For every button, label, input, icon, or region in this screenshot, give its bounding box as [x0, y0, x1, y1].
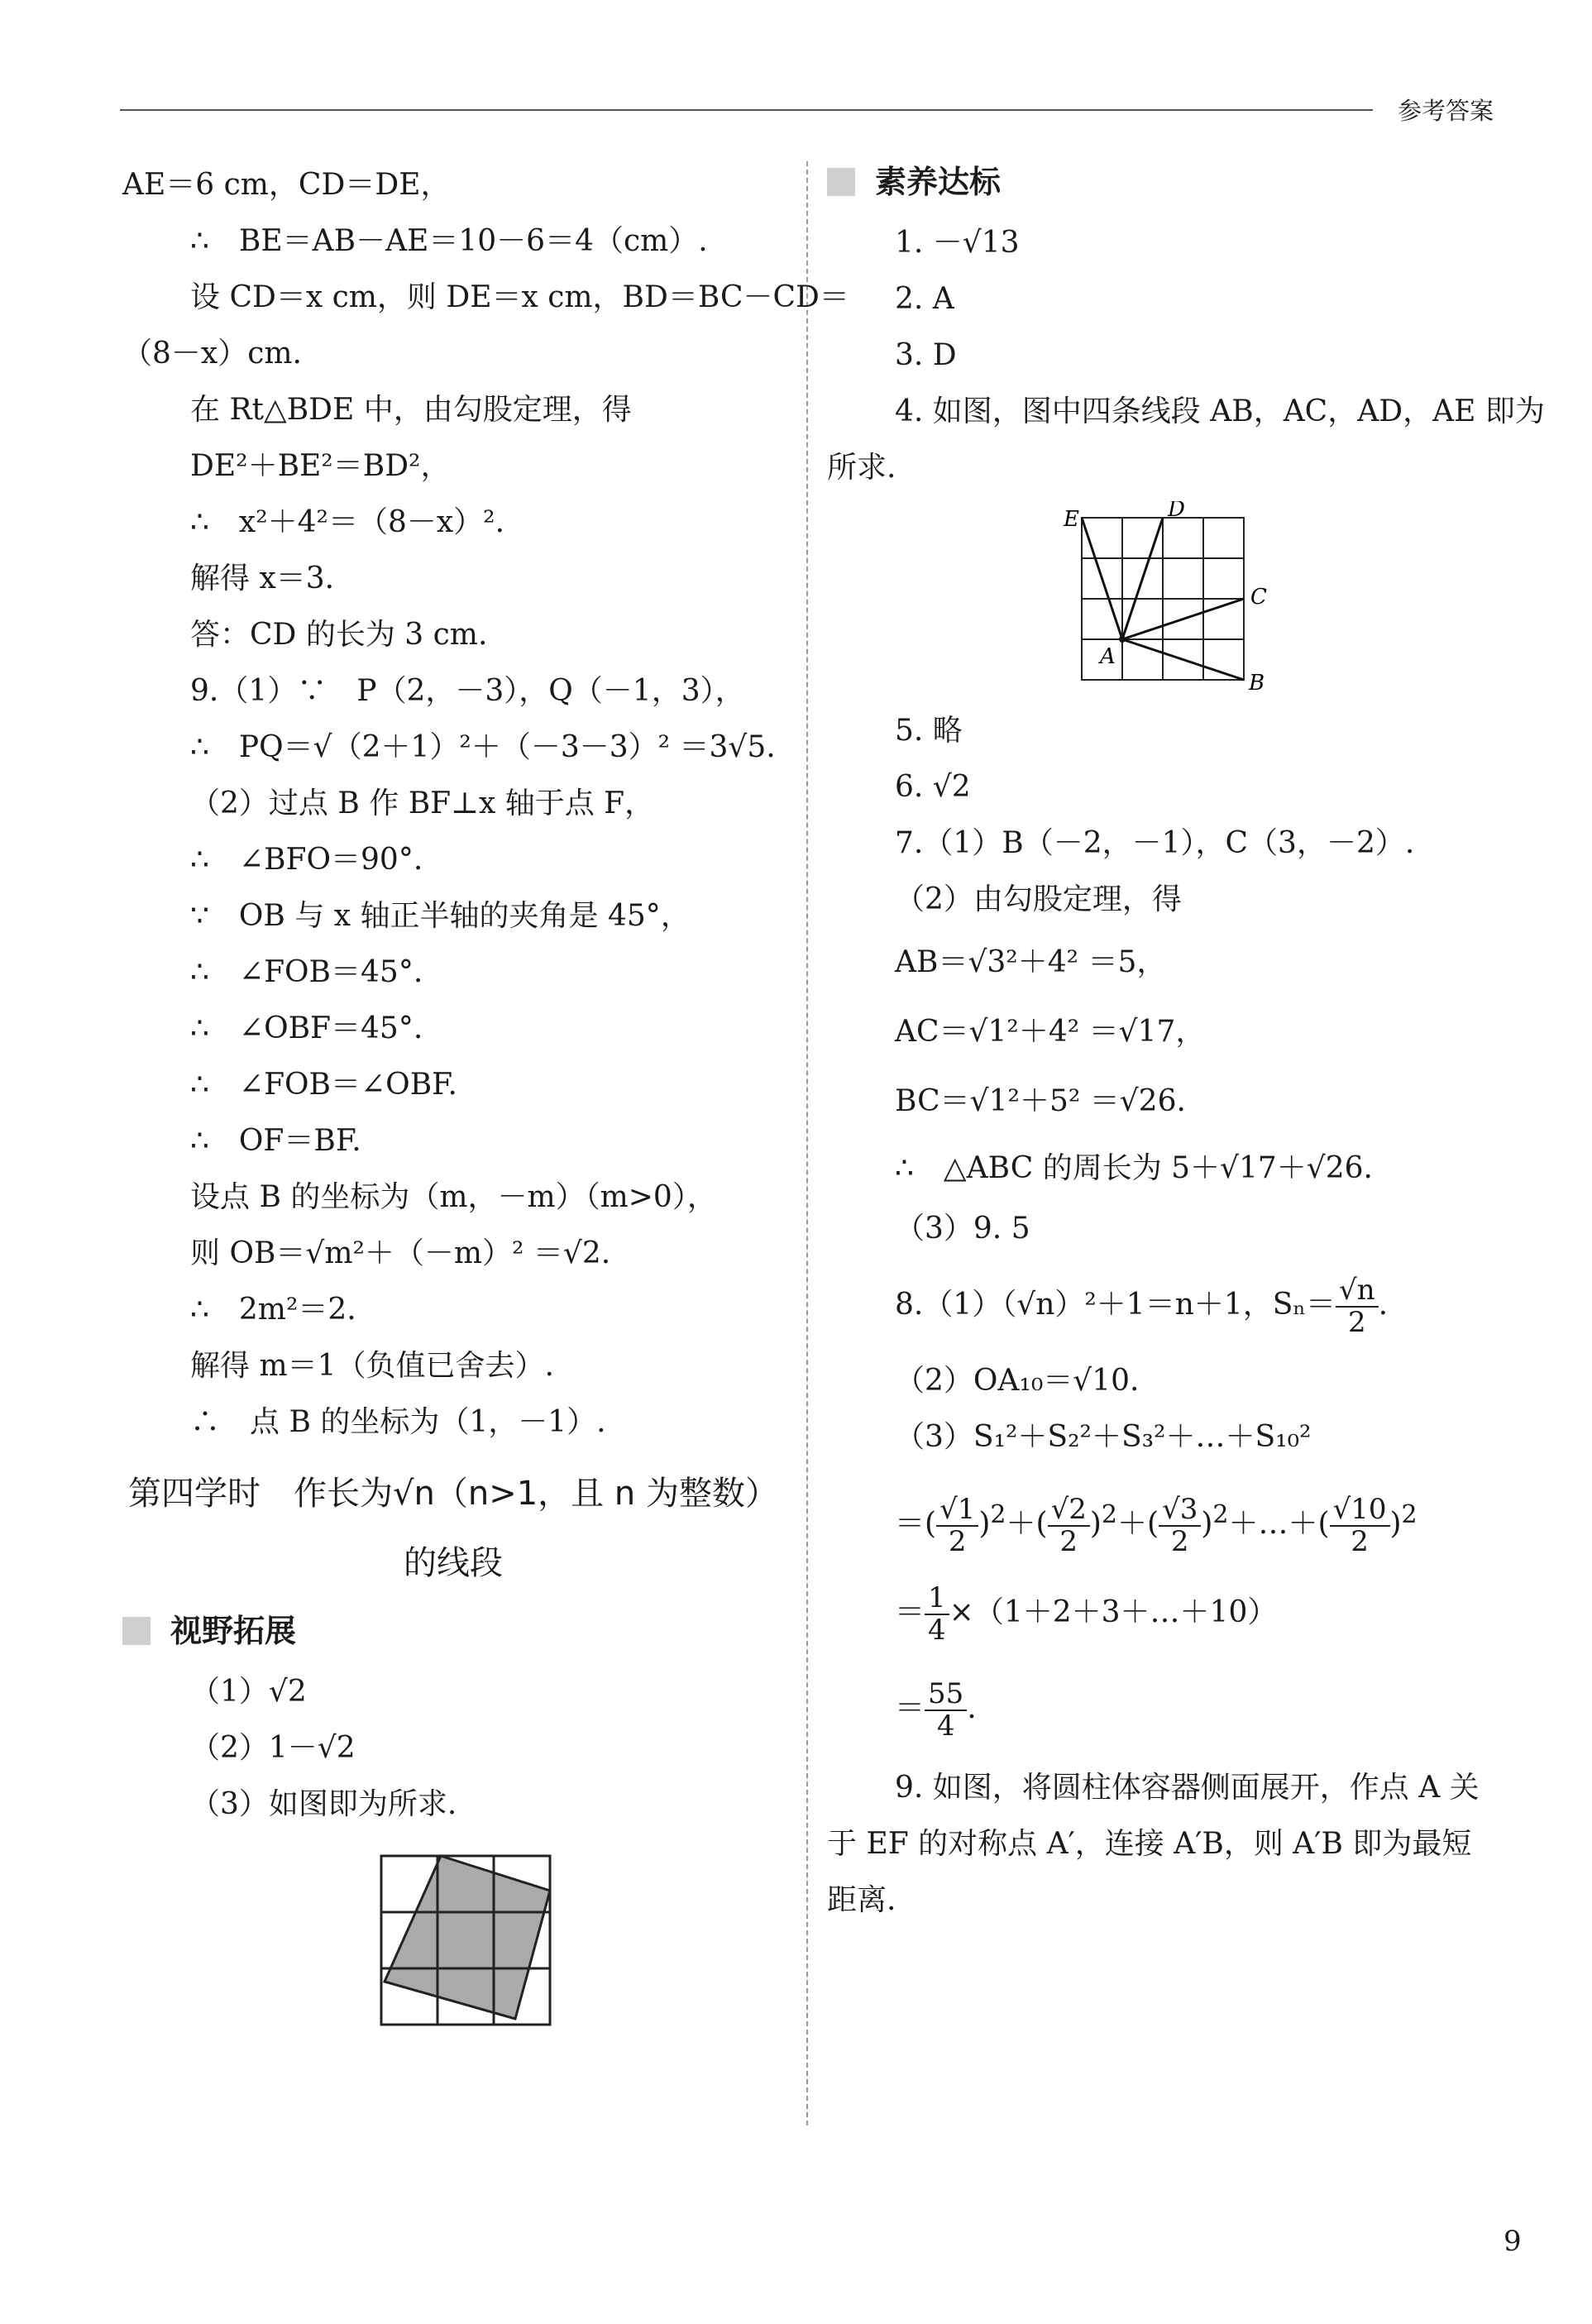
- text-line: ∴ 2m²＝2.: [190, 1293, 356, 1327]
- text-line: ∴ ∠FOB＝∠OBF.: [190, 1068, 457, 1102]
- answer-8-line: （2）OA₁₀＝√10.: [895, 1364, 1140, 1398]
- text-line: ∴ PQ＝√（2＋1）²＋（－3－3）² ＝3√5.: [190, 730, 776, 764]
- fraction: $\frac{√n}{2}$: [1336, 1275, 1379, 1339]
- header-title: 参考答案: [1398, 97, 1494, 125]
- answer-2: 2. A: [895, 282, 954, 316]
- answer-1: 1. －√13: [895, 226, 1020, 260]
- text-line: 则 OB＝√m²＋（－m）² ＝√2.: [190, 1236, 611, 1270]
- text-line: AE＝6 cm，CD＝DE，: [122, 168, 451, 202]
- square-grid-figure: [375, 1849, 557, 2031]
- label-D: D: [1168, 501, 1185, 522]
- answer-4-cont: 所求.: [827, 451, 896, 485]
- text-line: （8－x）cm.: [122, 337, 302, 371]
- section-heading-standard: 素养达标: [827, 149, 1505, 215]
- answer-8-sum: ＝ $\frac{1}{4}$ ×（1＋2＋3＋…＋10）: [895, 1580, 1278, 1647]
- answer-7: 7.（1）B（－2，－1），C（3，－2）.: [895, 826, 1415, 860]
- answer-5: 5. 略: [895, 714, 963, 748]
- answer-7-line: BC＝√1²＋5² ＝√26.: [895, 1084, 1186, 1118]
- answer-7-line: AB＝√3²＋4² ＝5，: [895, 945, 1167, 979]
- column-divider: [806, 161, 808, 2126]
- text-line: 设 CD＝x cm，则 DE＝x cm，BD＝BC－CD＝: [190, 280, 849, 314]
- text-line: 答：CD 的长为 3 cm.: [190, 618, 488, 652]
- label-A: A: [1100, 644, 1116, 669]
- answer-6: 6. √2: [895, 770, 971, 804]
- answer-9-cont: 距离.: [827, 1883, 896, 1917]
- section-heading-vision: 视野拓展: [122, 1598, 784, 1664]
- answer-8-expansion: ＝( $\frac{√1}{2}$ )$^2$＋( $\frac{√2}{2}$ )$^2$＋( $\frac{√3}{2}$ )$^2$＋…＋( $\frac{√10}{2}$ )$^2$: [895, 1492, 1418, 1558]
- text-line: 9.（1）∵ P（2，－3），Q（－1，3），: [190, 674, 745, 708]
- label-C: C: [1250, 585, 1267, 610]
- segments-grid-figure: [1050, 501, 1298, 691]
- text-line: （2）过点 B 作 BF⊥x 轴于点 F，: [190, 787, 655, 820]
- chapter-title: 第四学时 作长为√n（n>1，且 n 为整数）: [128, 1475, 778, 1513]
- answer-8: 8.（1）（√n）²＋1＝n＋1，Sₙ＝ $\frac{√n}{2}$ .: [895, 1273, 1389, 1339]
- answer-7-line: AC＝√1²＋4² ＝√17，: [895, 1015, 1206, 1049]
- answer-9-cont: 于 EF 的对称点 A′，连接 A′B，则 A′B 即为最短: [827, 1827, 1472, 1861]
- page-number: 9: [1504, 2225, 1522, 2258]
- right-column: [827, 157, 1545, 1929]
- answer-7-line: （2）由勾股定理，得: [895, 882, 1182, 916]
- answer-line: （2）1－√2: [190, 1731, 356, 1765]
- label-B: B: [1249, 671, 1265, 691]
- text-line: ∴ BE＝AB－AE＝10－6＝4（cm）.: [190, 224, 708, 258]
- answer-8-line: （3）S₁²＋S₂²＋S₃²＋…＋S₁₀²: [895, 1420, 1312, 1454]
- section-marker: [122, 1617, 151, 1645]
- answer-4: 4. 如图，图中四条线段 AB，AC，AD，AE 即为: [895, 395, 1545, 428]
- answer-line: （1）√2: [190, 1675, 307, 1709]
- text-line: ∴ ∠OBF＝45°.: [190, 1011, 423, 1045]
- text-line: ∴ OF＝BF.: [190, 1124, 361, 1158]
- text-line: ∴ ∠FOB＝45°.: [190, 955, 423, 989]
- text-line: ∵ OB 与 x 轴正半轴的夹角是 45°，: [190, 899, 691, 933]
- label-E: E: [1064, 507, 1079, 532]
- answer-3: 3. D: [895, 338, 957, 372]
- text-line: 解得 m＝1（负值已舍去）.: [190, 1349, 554, 1383]
- text-line: 设点 B 的坐标为（m，－m）（m>0），: [190, 1180, 717, 1214]
- chapter-title-cont: 的线段: [404, 1544, 503, 1582]
- left-column: [122, 157, 849, 2035]
- text-line: DE²＋BE²＝BD²，: [190, 449, 451, 483]
- header-rule: [120, 109, 1373, 111]
- answer-line: （3）如图即为所求.: [190, 1787, 457, 1821]
- text-line: ∴ ∠BFO＝90°.: [190, 843, 423, 877]
- answer-9: 9. 如图，将圆柱体容器侧面展开，作点 A 关: [895, 1771, 1480, 1805]
- text-line: ∴ x²＋4²＝（8－x）².: [190, 505, 505, 539]
- answer-8-result: ＝ $\frac{55}{4}$ .: [895, 1676, 977, 1743]
- text-line: 解得 x＝3.: [190, 562, 335, 595]
- text-line: ∴ 点 B 的坐标为（1，－1）.: [190, 1405, 606, 1439]
- text-line: 在 Rt△BDE 中，由勾股定理，得: [190, 393, 632, 427]
- section-marker: [827, 168, 855, 196]
- answer-7-line: （3）9. 5: [895, 1212, 1030, 1246]
- answer-7-line: ∴ △ABC 的周长为 5＋√17＋√26.: [895, 1151, 1373, 1185]
